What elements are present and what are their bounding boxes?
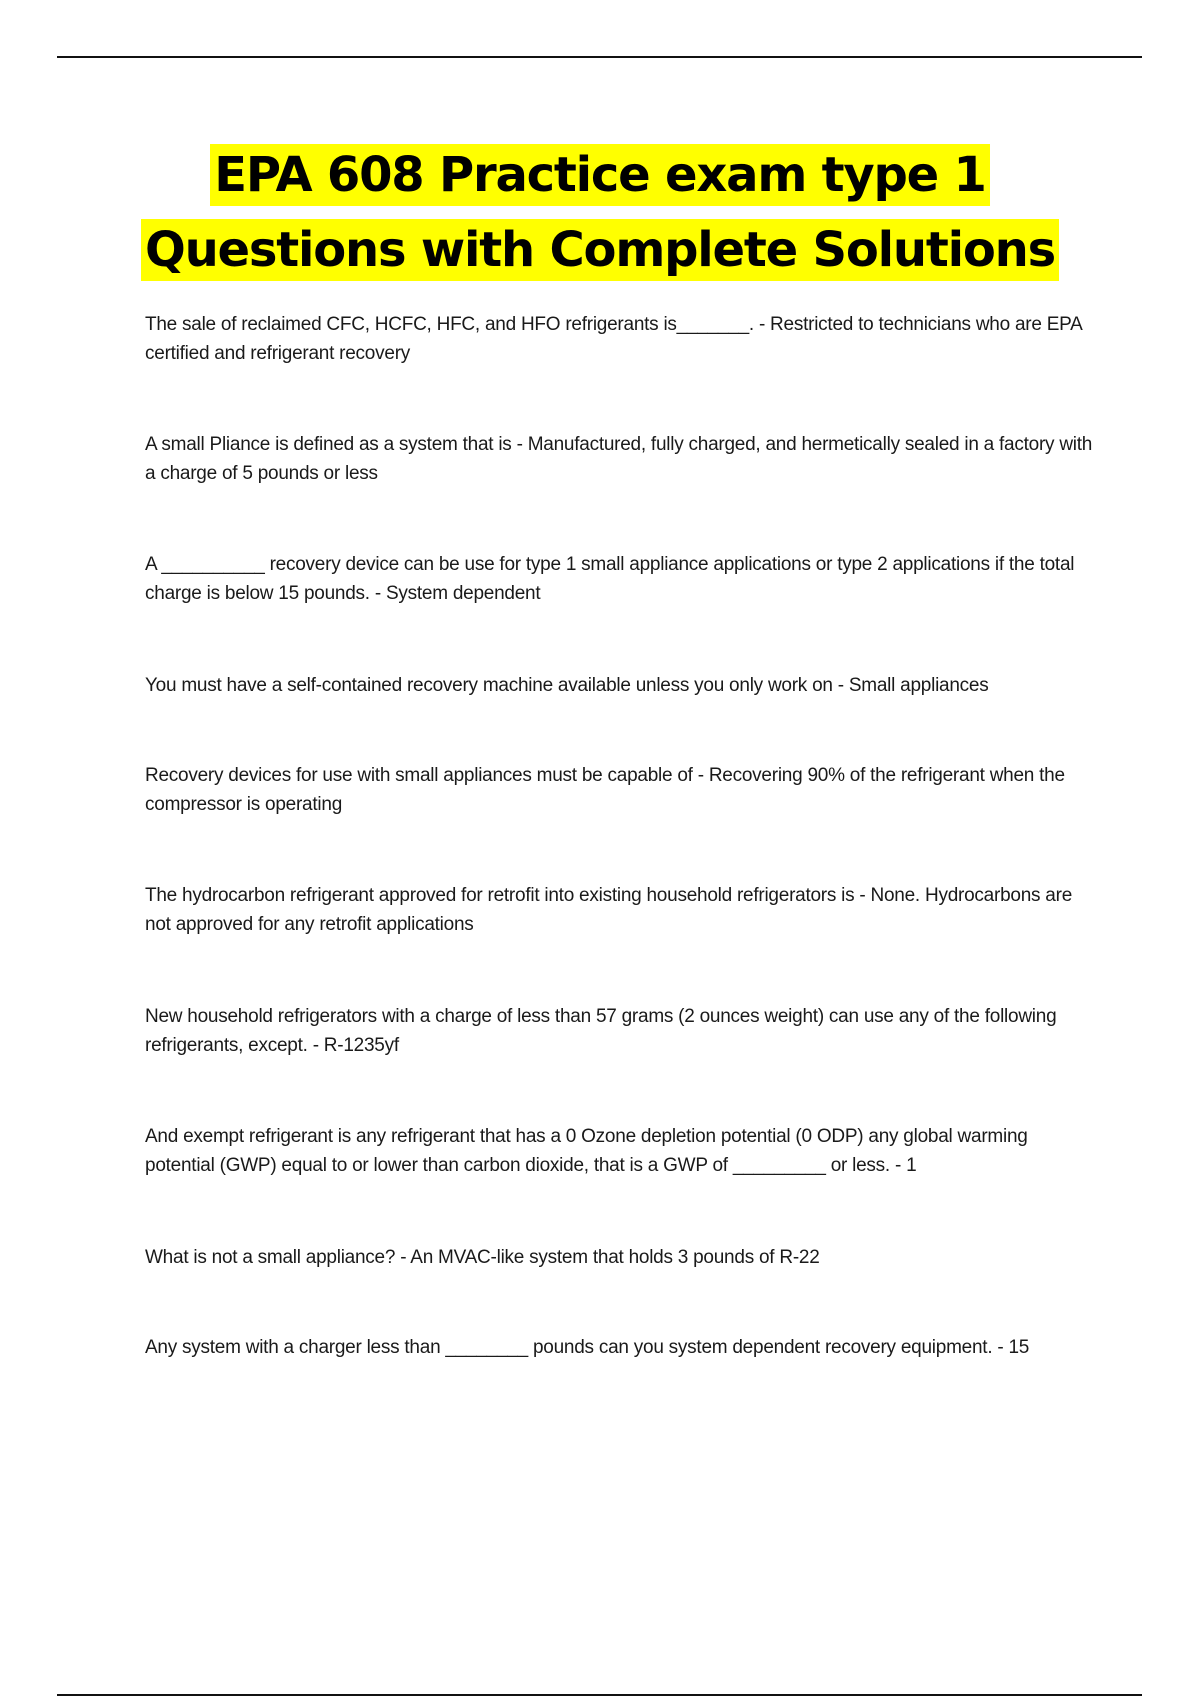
top-rule: [57, 56, 1142, 58]
question-answer-9: What is not a small appliance? - An MVAC-like system that holds 3 pounds of R-22: [145, 1247, 820, 1268]
question-answer-6: The hydrocarbon refrigerant approved for retrofit into existing household refrigerators is - None. Hydrocarbons are not approved for any retrofit applications: [145, 885, 1073, 935]
bottom-rule: [57, 1694, 1142, 1696]
question-answer-10: Any system with a charger less than ________ pounds can you system dependent recovery equipment. - 15: [145, 1337, 1030, 1358]
question-answer-7: New household refrigerators with a charge of less than 57 grams (2 ounces weight) can use any of the following refrigerants, except. - R-1235yf: [145, 1006, 1057, 1056]
document-title: [100, 138, 1100, 288]
question-answer-8: And exempt refrigerant is any refrigerant that has a 0 Ozone depletion potential (0 ODP) any global warming potential (GWP) equal to or lower than carbon dioxide, that is a GWP of _________ or less. - 1: [145, 1126, 1028, 1176]
question-answer-1: The sale of reclaimed CFC, HCFC, HFC, and HFO refrigerants is_______. - Restricted to technicians who are EPA certified and refrigerant recovery: [145, 314, 1082, 364]
question-answer-2: A small Pliance is defined as a system that is - Manufactured, fully charged, and hermetically sealed in a factory with a charge of 5 pounds or less: [145, 434, 1093, 484]
question-answer-4: You must have a self-contained recovery machine available unless you only work on - Small appliances: [145, 675, 989, 696]
title-highlight: EPA 608 Practice exam type 1 Questions with Complete Solutions: [141, 144, 1059, 281]
question-answer-5: Recovery devices for use with small appliances must be capable of - Recovering 90% of the refrigerant when the compressor is operating: [145, 765, 1065, 815]
question-answer-3: A __________ recovery device can be use for type 1 small appliance applications or type 2 applications if the total charge is below 15 pounds. - System dependent: [145, 554, 1075, 604]
